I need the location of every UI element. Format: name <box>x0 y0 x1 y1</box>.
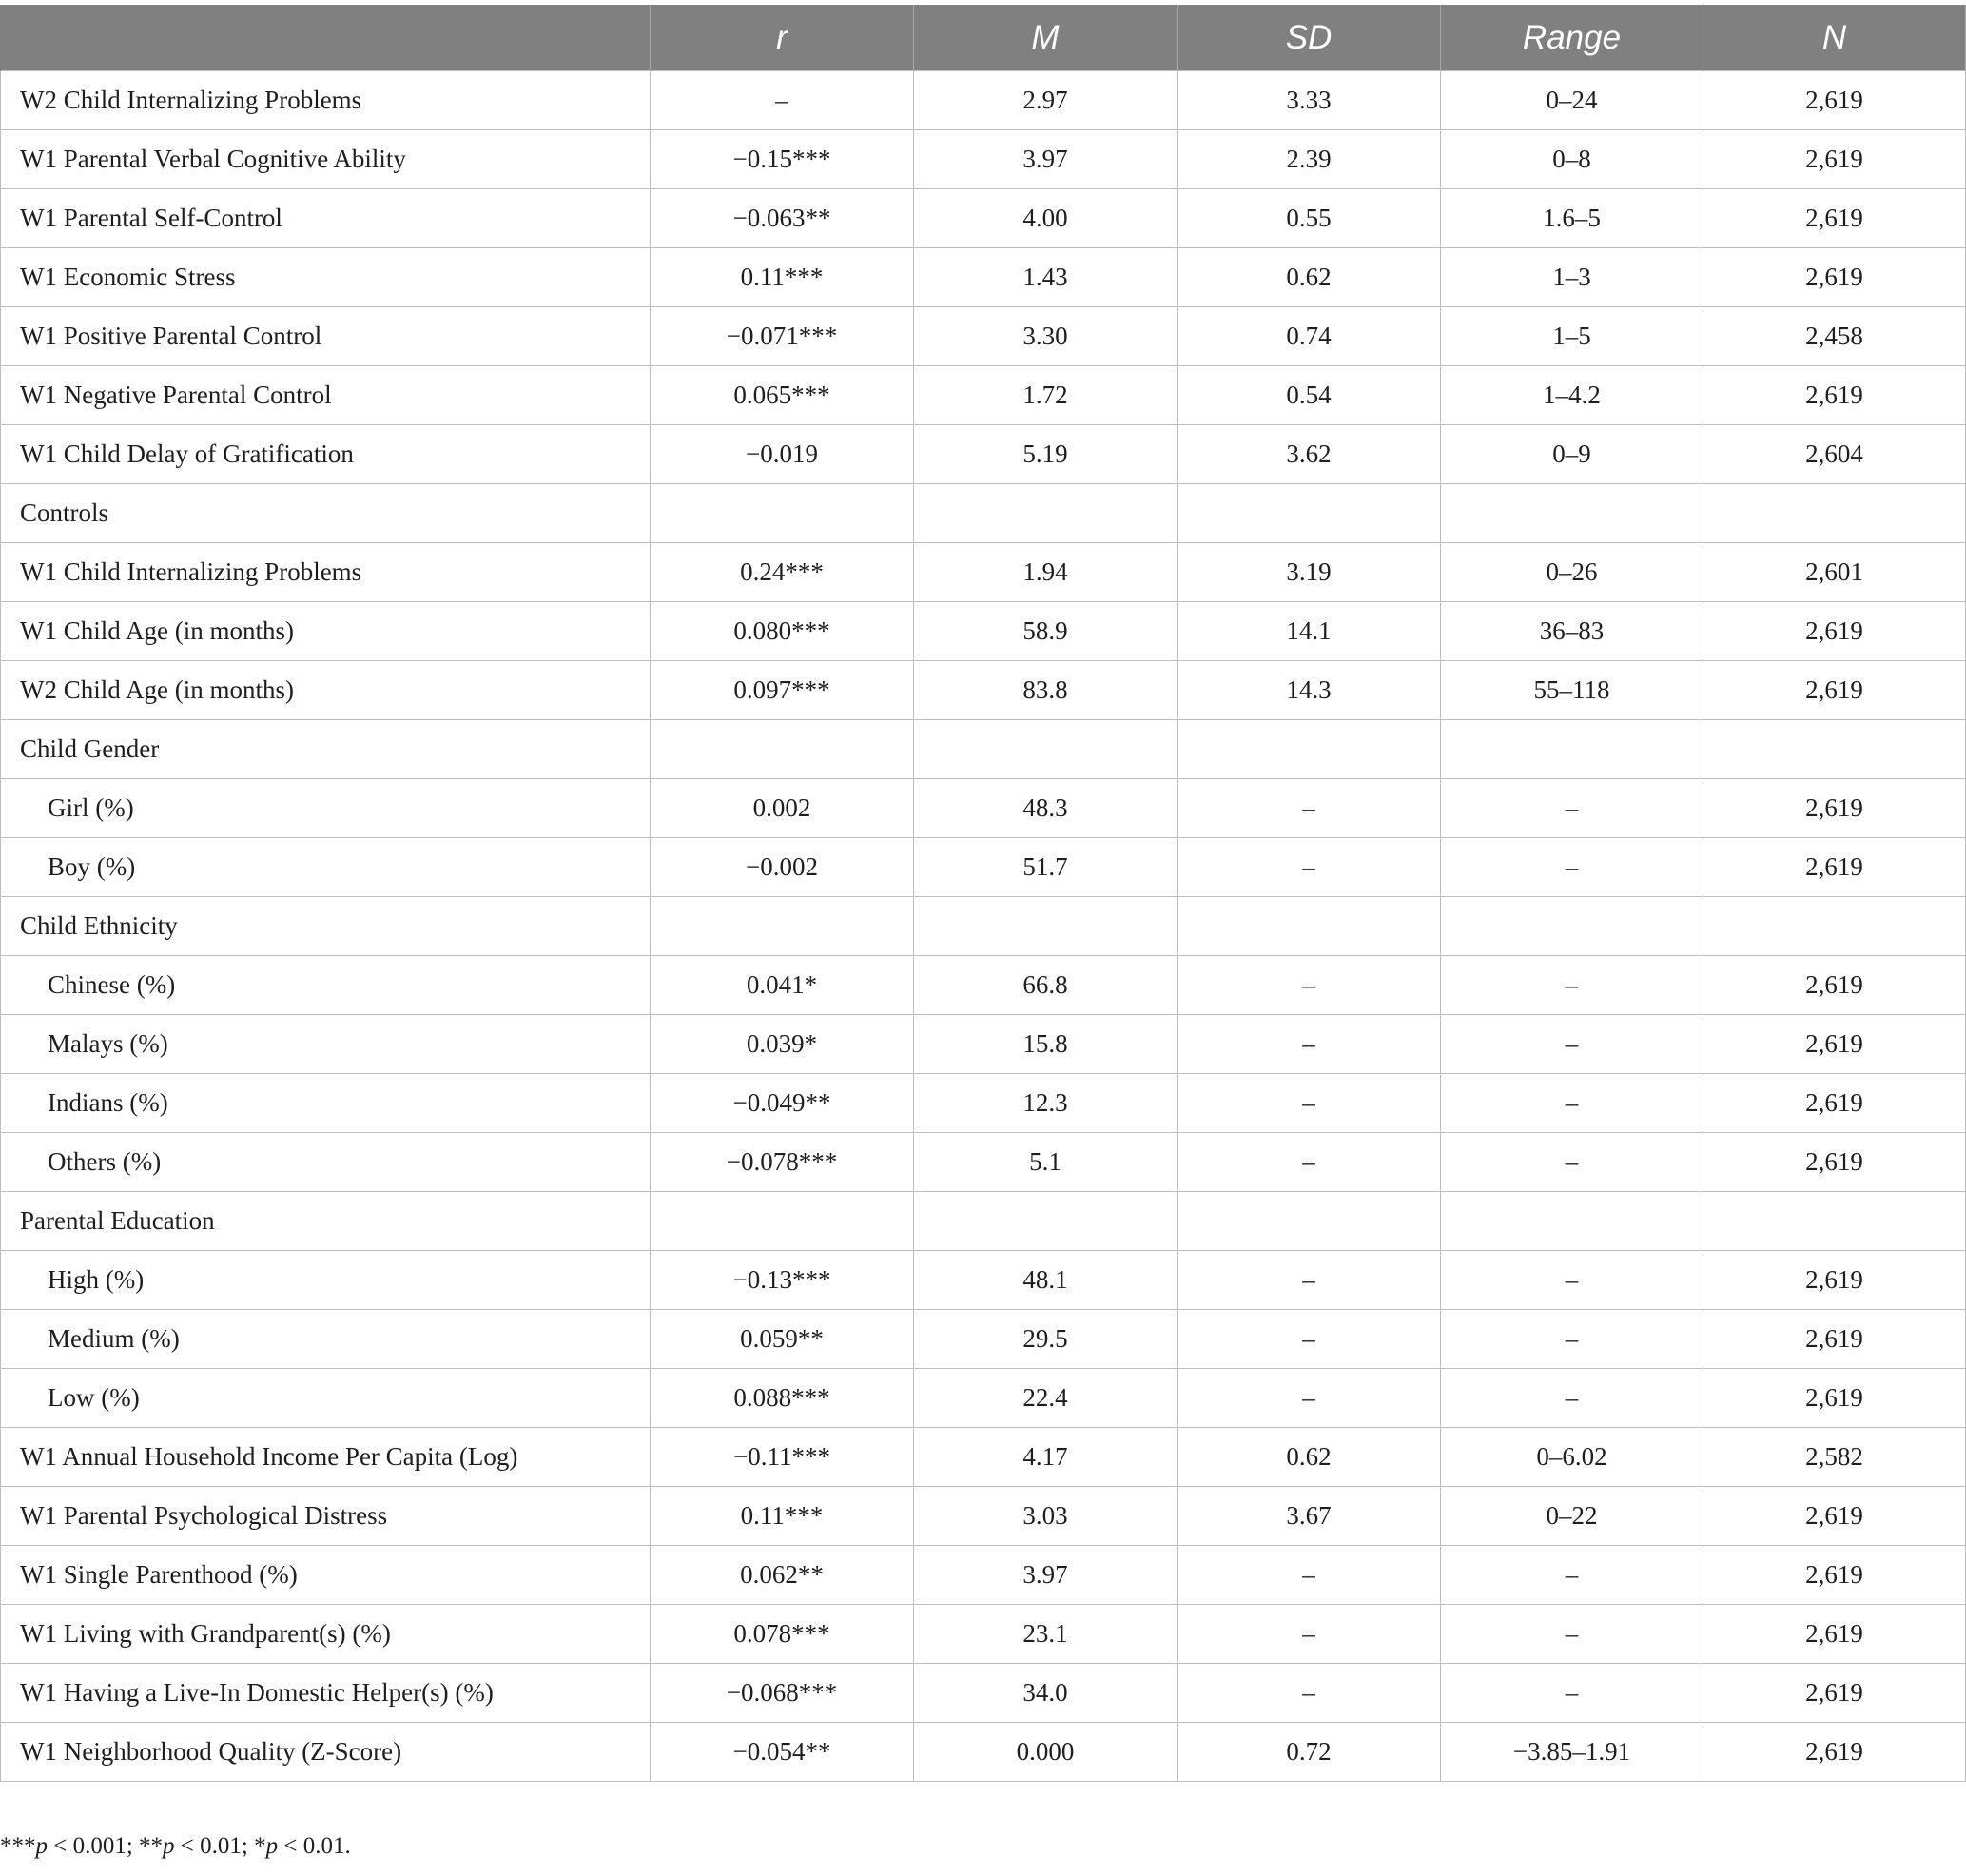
cell-label: Child Gender <box>1 720 651 779</box>
cell-range: −3.85–1.91 <box>1441 1723 1703 1782</box>
cell-sd: 2.39 <box>1178 130 1441 189</box>
cell-r: 0.059** <box>651 1310 914 1369</box>
cell-range: 1–4.2 <box>1441 366 1703 425</box>
cell-m: 83.8 <box>914 661 1178 720</box>
cell-n: 2,582 <box>1703 1428 1966 1487</box>
table-row <box>1 1133 1966 1192</box>
table-row <box>1 720 1966 779</box>
table-row <box>1 1369 1966 1428</box>
cell-label: W1 Having a Live-In Domestic Helper(s) (%) <box>1 1664 651 1723</box>
table-row <box>1 1723 1966 1782</box>
cell-n: 2,619 <box>1703 661 1966 720</box>
table-footnote <box>0 1833 351 1860</box>
cell-label: Boy (%) <box>1 838 651 897</box>
cell-sd: – <box>1178 838 1441 897</box>
cell-label: Parental Education <box>1 1192 651 1251</box>
cell-range: 1–5 <box>1441 307 1703 366</box>
cell-m: 12.3 <box>914 1074 1178 1133</box>
table-row <box>1 956 1966 1015</box>
cell-sd: 0.62 <box>1178 1428 1441 1487</box>
cell-sd: – <box>1178 956 1441 1015</box>
cell-m: 3.97 <box>914 1546 1178 1605</box>
cell-sd: 14.1 <box>1178 602 1441 661</box>
cell-m: 3.03 <box>914 1487 1178 1546</box>
cell-n: 2,458 <box>1703 307 1966 366</box>
cell-label: Malays (%) <box>1 1015 651 1074</box>
cell-r: – <box>651 71 914 130</box>
footnote-text: < 0.001; ** <box>48 1833 164 1859</box>
cell-label: W1 Child Delay of Gratification <box>1 425 651 484</box>
table-row <box>1 661 1966 720</box>
cell-m: 1.94 <box>914 543 1178 602</box>
cell-range: – <box>1441 1664 1703 1723</box>
cell-range <box>1441 897 1703 956</box>
cell-r: −0.13*** <box>651 1251 914 1310</box>
cell-label: W1 Parental Psychological Distress <box>1 1487 651 1546</box>
cell-label: W2 Child Age (in months) <box>1 661 651 720</box>
table-row <box>1 1310 1966 1369</box>
cell-m: 2.97 <box>914 71 1178 130</box>
table-body <box>1 71 1966 1782</box>
cell-sd: 3.62 <box>1178 425 1441 484</box>
cell-range: 0–8 <box>1441 130 1703 189</box>
header-n: N <box>1703 6 1966 71</box>
table-row <box>1 1015 1966 1074</box>
cell-sd: 3.67 <box>1178 1487 1441 1546</box>
header-r: r <box>651 6 914 71</box>
cell-r: −0.068*** <box>651 1664 914 1723</box>
cell-n <box>1703 484 1966 543</box>
cell-r <box>651 897 914 956</box>
cell-range: 1–3 <box>1441 248 1703 307</box>
cell-m: 1.72 <box>914 366 1178 425</box>
cell-n: 2,619 <box>1703 366 1966 425</box>
cell-n: 2,619 <box>1703 1664 1966 1723</box>
cell-range: – <box>1441 1133 1703 1192</box>
cell-m: 66.8 <box>914 956 1178 1015</box>
table-row <box>1 130 1966 189</box>
cell-label: W2 Child Internalizing Problems <box>1 71 651 130</box>
table-row <box>1 425 1966 484</box>
cell-r: −0.002 <box>651 838 914 897</box>
table-row <box>1 543 1966 602</box>
cell-range: 55–118 <box>1441 661 1703 720</box>
cell-label: Girl (%) <box>1 779 651 838</box>
table-row <box>1 71 1966 130</box>
cell-m: 48.3 <box>914 779 1178 838</box>
cell-range: 0–9 <box>1441 425 1703 484</box>
table-row <box>1 897 1966 956</box>
cell-m <box>914 720 1178 779</box>
table-row <box>1 1605 1966 1664</box>
cell-range: 0–22 <box>1441 1487 1703 1546</box>
cell-n <box>1703 1192 1966 1251</box>
cell-range: – <box>1441 1369 1703 1428</box>
cell-m: 1.43 <box>914 248 1178 307</box>
cell-sd: – <box>1178 1074 1441 1133</box>
cell-n: 2,619 <box>1703 1074 1966 1133</box>
cell-sd: – <box>1178 1605 1441 1664</box>
cell-r: 0.041* <box>651 956 914 1015</box>
cell-r <box>651 1192 914 1251</box>
cell-sd <box>1178 484 1441 543</box>
cell-sd: 0.74 <box>1178 307 1441 366</box>
footnote-text: *** <box>0 1833 36 1859</box>
cell-range: – <box>1441 779 1703 838</box>
footnote-p-symbol: p <box>35 1833 48 1859</box>
table-row <box>1 1428 1966 1487</box>
table-row <box>1 366 1966 425</box>
cell-range: – <box>1441 1310 1703 1369</box>
cell-range: – <box>1441 1546 1703 1605</box>
cell-n: 2,619 <box>1703 1605 1966 1664</box>
cell-label: W1 Annual Household Income Per Capita (Log) <box>1 1428 651 1487</box>
header-sd: SD <box>1178 6 1441 71</box>
cell-n: 2,619 <box>1703 1310 1966 1369</box>
cell-label: W1 Living with Grandparent(s) (%) <box>1 1605 651 1664</box>
cell-m: 3.97 <box>914 130 1178 189</box>
cell-n: 2,619 <box>1703 838 1966 897</box>
cell-sd: – <box>1178 1664 1441 1723</box>
cell-n: 2,619 <box>1703 130 1966 189</box>
cell-range: – <box>1441 1015 1703 1074</box>
cell-m: 5.19 <box>914 425 1178 484</box>
cell-r: −0.049** <box>651 1074 914 1133</box>
cell-m <box>914 484 1178 543</box>
cell-sd <box>1178 720 1441 779</box>
cell-m: 51.7 <box>914 838 1178 897</box>
cell-r: −0.063** <box>651 189 914 248</box>
cell-sd <box>1178 897 1441 956</box>
cell-r: −0.15*** <box>651 130 914 189</box>
cell-label: Low (%) <box>1 1369 651 1428</box>
cell-n: 2,619 <box>1703 1723 1966 1782</box>
cell-label: W1 Single Parenthood (%) <box>1 1546 651 1605</box>
table-row <box>1 838 1966 897</box>
cell-sd: – <box>1178 1546 1441 1605</box>
cell-n: 2,619 <box>1703 1369 1966 1428</box>
cell-r: 0.11*** <box>651 1487 914 1546</box>
cell-n: 2,619 <box>1703 956 1966 1015</box>
cell-label: W1 Economic Stress <box>1 248 651 307</box>
cell-n: 2,619 <box>1703 1487 1966 1546</box>
cell-m: 34.0 <box>914 1664 1178 1723</box>
cell-label: Others (%) <box>1 1133 651 1192</box>
cell-r: −0.11*** <box>651 1428 914 1487</box>
cell-r: 0.24*** <box>651 543 914 602</box>
cell-label: W1 Child Internalizing Problems <box>1 543 651 602</box>
cell-sd: 0.55 <box>1178 189 1441 248</box>
header-range: Range <box>1441 6 1703 71</box>
cell-m <box>914 897 1178 956</box>
cell-sd: 0.54 <box>1178 366 1441 425</box>
header-variable <box>1 6 651 71</box>
cell-range: – <box>1441 956 1703 1015</box>
cell-sd: 14.3 <box>1178 661 1441 720</box>
footnote-p-symbol: p <box>265 1833 279 1859</box>
cell-label: W1 Negative Parental Control <box>1 366 651 425</box>
cell-n: 2,619 <box>1703 1546 1966 1605</box>
cell-r: 0.088*** <box>651 1369 914 1428</box>
cell-n: 2,619 <box>1703 248 1966 307</box>
cell-label: Child Ethnicity <box>1 897 651 956</box>
cell-range: – <box>1441 1074 1703 1133</box>
cell-r: 0.078*** <box>651 1605 914 1664</box>
cell-m: 22.4 <box>914 1369 1178 1428</box>
cell-label: Chinese (%) <box>1 956 651 1015</box>
cell-m <box>914 1192 1178 1251</box>
table-header <box>1 6 1966 71</box>
cell-sd: – <box>1178 1310 1441 1369</box>
cell-sd: – <box>1178 1251 1441 1310</box>
cell-m: 0.000 <box>914 1723 1178 1782</box>
cell-m: 5.1 <box>914 1133 1178 1192</box>
cell-m: 15.8 <box>914 1015 1178 1074</box>
cell-m: 4.00 <box>914 189 1178 248</box>
cell-n: 2,604 <box>1703 425 1966 484</box>
cell-label: High (%) <box>1 1251 651 1310</box>
table-row <box>1 1192 1966 1251</box>
footnote-p-symbol: p <box>163 1833 175 1859</box>
cell-r: −0.054** <box>651 1723 914 1782</box>
footnote-text: < 0.01. <box>278 1833 351 1859</box>
cell-range: 0–26 <box>1441 543 1703 602</box>
table-row <box>1 1074 1966 1133</box>
cell-m: 3.30 <box>914 307 1178 366</box>
cell-n: 2,619 <box>1703 779 1966 838</box>
cell-sd: 0.62 <box>1178 248 1441 307</box>
table-row <box>1 1487 1966 1546</box>
cell-sd: – <box>1178 1369 1441 1428</box>
cell-range: 1.6–5 <box>1441 189 1703 248</box>
cell-n: 2,619 <box>1703 1251 1966 1310</box>
cell-label: W1 Child Age (in months) <box>1 602 651 661</box>
cell-range: 0–24 <box>1441 71 1703 130</box>
cell-n: 2,619 <box>1703 602 1966 661</box>
cell-sd: – <box>1178 1015 1441 1074</box>
cell-n: 2,619 <box>1703 71 1966 130</box>
cell-r: 0.065*** <box>651 366 914 425</box>
cell-r: 0.097*** <box>651 661 914 720</box>
cell-r: 0.080*** <box>651 602 914 661</box>
cell-label: W1 Neighborhood Quality (Z-Score) <box>1 1723 651 1782</box>
cell-n: 2,619 <box>1703 1015 1966 1074</box>
cell-r: 0.062** <box>651 1546 914 1605</box>
table-row <box>1 1664 1966 1723</box>
header-m: M <box>914 6 1178 71</box>
cell-n <box>1703 720 1966 779</box>
cell-m: 4.17 <box>914 1428 1178 1487</box>
header-row <box>1 6 1966 71</box>
cell-r: 0.039* <box>651 1015 914 1074</box>
cell-sd <box>1178 1192 1441 1251</box>
footnote-text: < 0.01; * <box>174 1833 266 1859</box>
cell-range: – <box>1441 1605 1703 1664</box>
table-row <box>1 602 1966 661</box>
cell-m: 48.1 <box>914 1251 1178 1310</box>
cell-r <box>651 720 914 779</box>
cell-r: 0.002 <box>651 779 914 838</box>
cell-label: Controls <box>1 484 651 543</box>
table-row <box>1 307 1966 366</box>
cell-sd: 3.33 <box>1178 71 1441 130</box>
cell-m: 23.1 <box>914 1605 1178 1664</box>
cell-n: 2,619 <box>1703 189 1966 248</box>
cell-m: 29.5 <box>914 1310 1178 1369</box>
table-row <box>1 484 1966 543</box>
cell-m: 58.9 <box>914 602 1178 661</box>
cell-range: – <box>1441 1251 1703 1310</box>
cell-range: 36–83 <box>1441 602 1703 661</box>
cell-r: −0.019 <box>651 425 914 484</box>
cell-range <box>1441 484 1703 543</box>
table-row <box>1 779 1966 838</box>
cell-label: W1 Parental Verbal Cognitive Ability <box>1 130 651 189</box>
cell-r: 0.11*** <box>651 248 914 307</box>
cell-n: 2,601 <box>1703 543 1966 602</box>
table-row <box>1 1546 1966 1605</box>
cell-sd: – <box>1178 1133 1441 1192</box>
table-row <box>1 189 1966 248</box>
table-row <box>1 248 1966 307</box>
cell-n <box>1703 897 1966 956</box>
cell-sd: 3.19 <box>1178 543 1441 602</box>
table-row <box>1 1251 1966 1310</box>
cell-label: Indians (%) <box>1 1074 651 1133</box>
cell-label: W1 Positive Parental Control <box>1 307 651 366</box>
cell-r: −0.071*** <box>651 307 914 366</box>
cell-sd: – <box>1178 779 1441 838</box>
cell-r: −0.078*** <box>651 1133 914 1192</box>
cell-label: Medium (%) <box>1 1310 651 1369</box>
cell-range: 0–6.02 <box>1441 1428 1703 1487</box>
cell-range: – <box>1441 838 1703 897</box>
cell-sd: 0.72 <box>1178 1723 1441 1782</box>
cell-label: W1 Parental Self-Control <box>1 189 651 248</box>
cell-n: 2,619 <box>1703 1133 1966 1192</box>
cell-r <box>651 484 914 543</box>
cell-range <box>1441 720 1703 779</box>
descriptive-statistics-table <box>0 5 1966 1782</box>
cell-range <box>1441 1192 1703 1251</box>
